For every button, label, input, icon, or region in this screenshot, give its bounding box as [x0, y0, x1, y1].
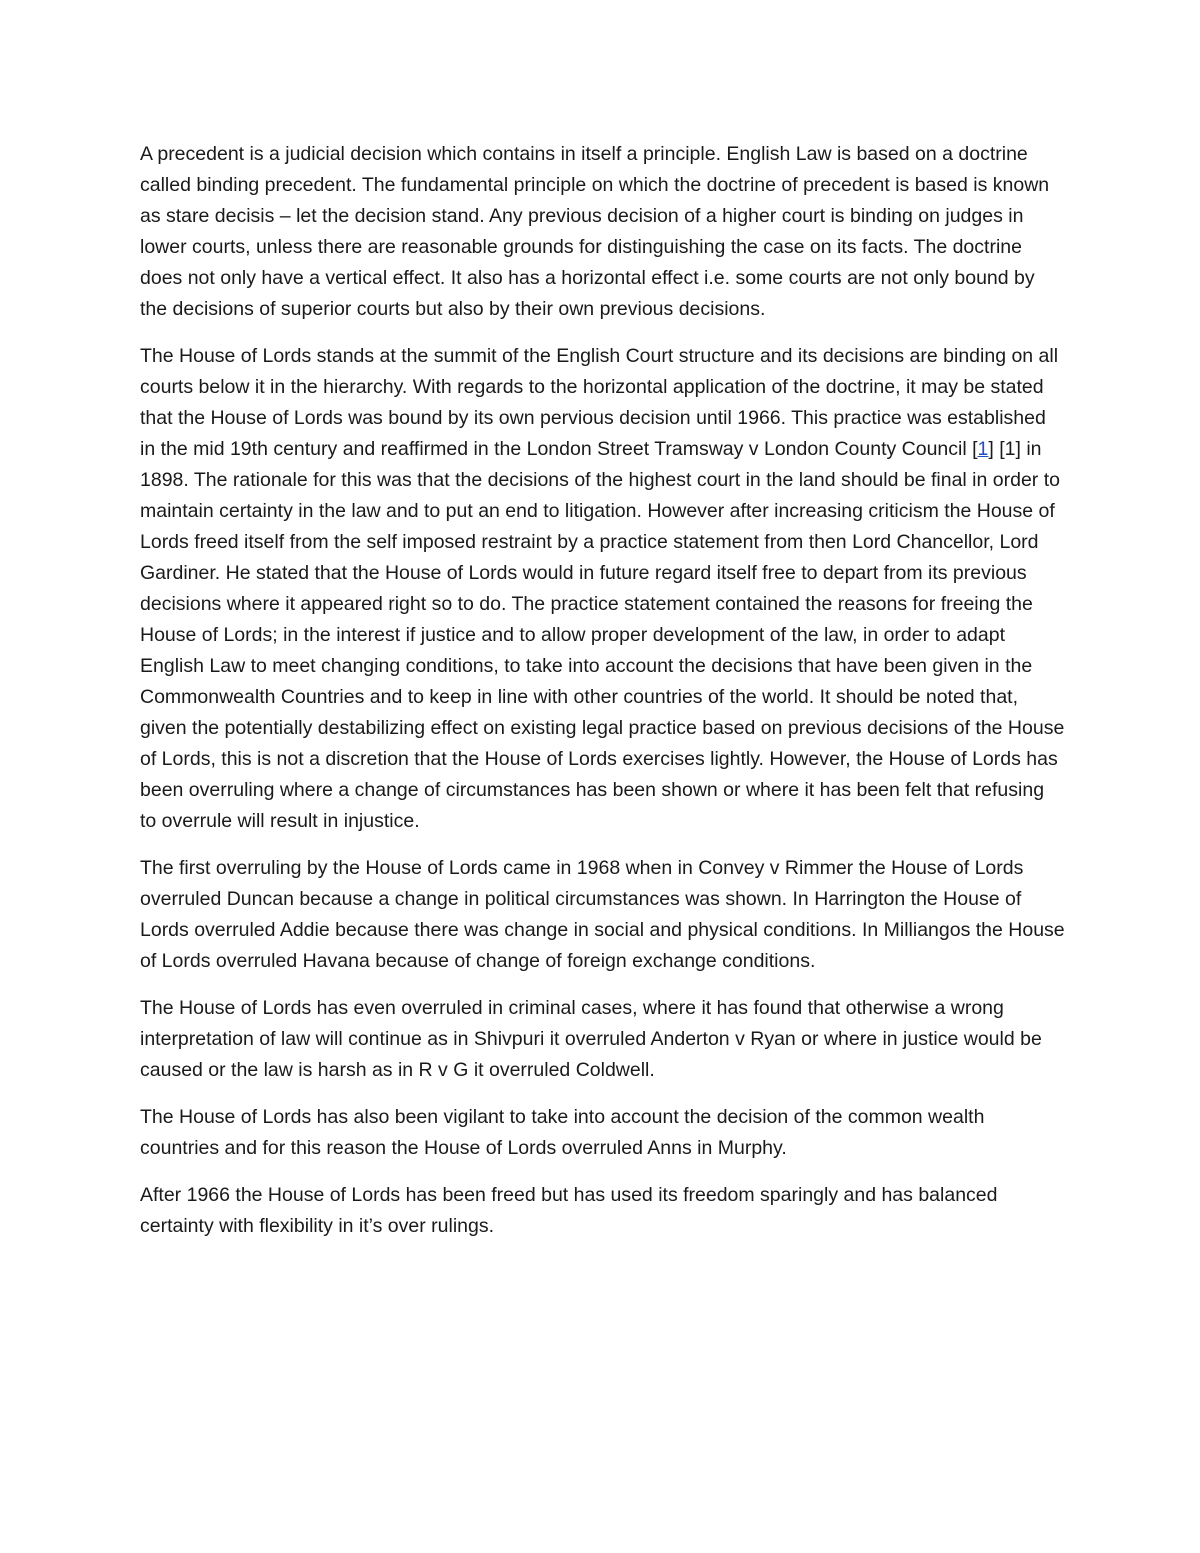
paragraph-text-start: The House of Lords stands at the summit of the English Court structure and its decisions are binding on all courts below it in the hierarchy. With regards to the horizontal application of the doctrine, it may be stated that the House of Lords was bound by its own pervious decision until 1966. This practice was established in the mid 19th century and reaffirmed in the London Street Tramsway v London County Council [ — [140, 345, 1059, 460]
paragraph-criminal-cases: The House of Lords has even overruled in criminal cases, where it has found that otherwise a wrong interpretation of law will continue as in Shivpuri it overruled Anderton v Ryan or where in justice would be caused or the law is harsh as in R v G it overruled Coldwell. — [140, 997, 1042, 1081]
paragraph-commonwealth: The House of Lords has also been vigilant to take into account the decision of the common wealth countries and for this reason the House of Lords overruled Anns in Murphy. — [140, 1106, 985, 1159]
paragraph-first-overruling: The first overruling by the House of Lords came in 1968 when in Convey v Rimmer the House of Lords overruled Duncan because a change in political circumstances was shown. In Harrington the House of Lords overruled Addie because there was change in social and physical conditions. In Milliangos the House of Lords overruled Havana because of change of foreign exchange conditions. — [140, 857, 1065, 972]
paragraph-house-of-lords — [140, 341, 1065, 837]
paragraph-text-end: ] [1] in 1898. The rationale for this was that the decisions of the highest court in the land should be final in order to maintain certainty in the law and to put an end to litigation. However after increasing criticism the House of Lords freed itself from the self imposed restraint by a practice statement from then Lord Chancellor, Lord Gardiner. He stated that the House of Lords would in future regard itself free to depart from its previous decisions where it appeared right so to do. The practice statement contained the reasons for freeing the House of Lords; in the interest if justice and to allow proper development of the law, in order to adapt English Law to meet changing conditions, to take into account the decisions that have been given in the Commonwealth Countries and to keep in line with other countries of the world. It should be noted that, given the potentially destabilizing effect on existing legal practice based on previous decisions of the House of Lords, this is not a discretion that the House of Lords exercises lightly. However, the House of Lords has been overruling where a change of circumstances has been shown or where it has been felt that refusing to overrule will result in injustice. — [140, 438, 1065, 832]
footnote-link[interactable]: 1 — [977, 438, 989, 460]
paragraph-conclusion: After 1966 the House of Lords has been freed but has used its freedom sparingly and has balanced certainty with flexibility in it’s over rulings. — [140, 1184, 998, 1237]
paragraph-precedent-definition: A precedent is a judicial decision which contains in itself a principle. English Law is based on a doctrine called binding precedent. The fundamental principle on which the doctrine of precedent is based is known as stare decisis – let the decision stand. Any previous decision of a higher court is binding on judges in lower courts, unless there are reasonable grounds for distinguishing the case on its facts. The doctrine does not only have a vertical effect. It also has a horizontal effect i.e. some courts are not only bound by the decisions of superior courts but also by their own previous decisions. — [140, 143, 1050, 320]
document-body — [140, 139, 1065, 1258]
